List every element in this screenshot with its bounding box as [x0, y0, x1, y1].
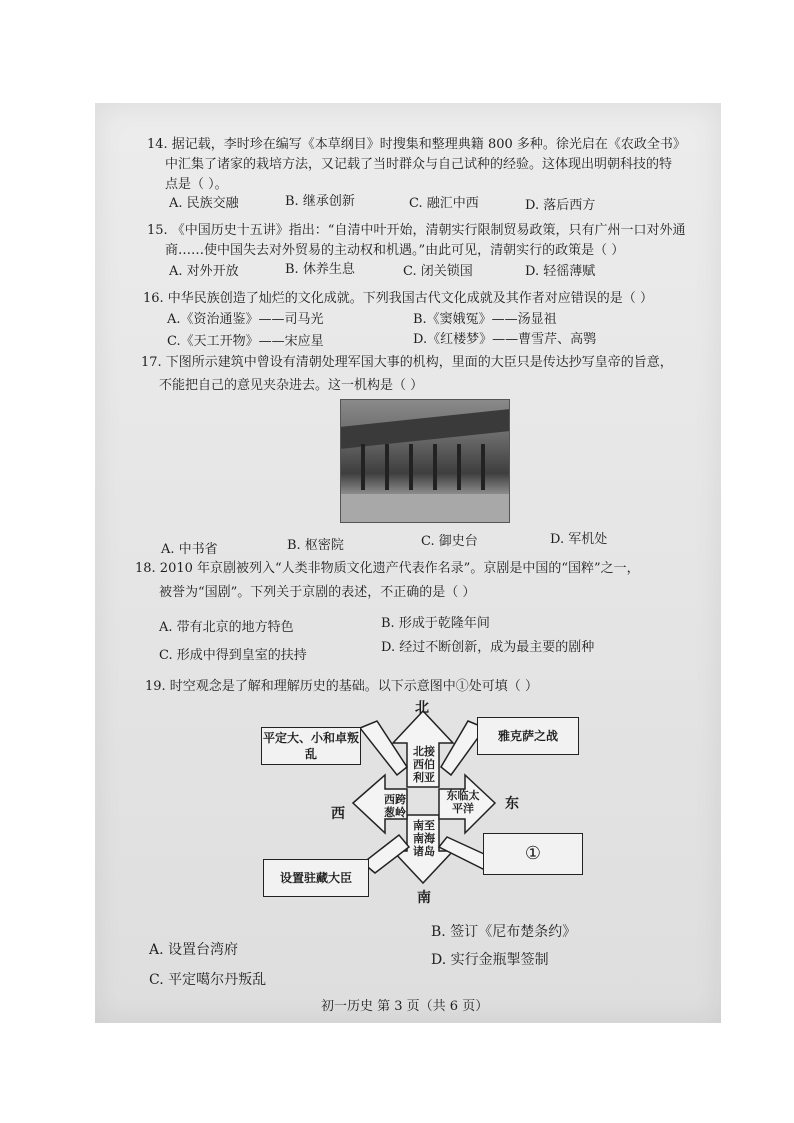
q16-stem: 16. 中华民族创造了灿烂的文化成就。下列我国古代文化成就及其作者对应错误的是（ ） [143, 291, 653, 306]
q17-stem-line2: 不能把自己的意见夹杂进去。这一机构是（ ） [159, 378, 424, 393]
box-quell-dahe-xiaohe-rebellion: 平定大、小和卓叛乱 [261, 727, 361, 765]
q17-option-b[interactable]: B. 枢密院 [287, 538, 344, 553]
q19-option-b[interactable]: B. 签订《尼布楚条约》 [431, 924, 577, 940]
q18-option-a[interactable]: A. 带有北京的地方特色 [159, 620, 294, 635]
q14-stem-line3: 点是（ ）。 [165, 177, 228, 192]
box-blank-1: ① [483, 833, 583, 875]
q15-option-b[interactable]: B. 休养生息 [285, 262, 355, 277]
arrow-label-south: 南至南海诸岛 [413, 819, 435, 858]
q14-stem-line2: 中汇集了诸家的栽培方法，又记载了当时群众与自己试种的经验。这体现出明朝科技的特 [165, 157, 673, 172]
q15-option-c[interactable]: C. 闭关锁国 [403, 264, 473, 279]
q14-option-b[interactable]: B. 继承创新 [285, 194, 355, 209]
box-resident-minister-tibet: 设置驻藏大臣 [263, 859, 369, 897]
arrow-label-north: 北接西伯利亚 [413, 745, 435, 784]
q14-stem-line1: 14. 据记载，李时珍在编写《本草纲目》时搜集和整理典籍 800 多种。徐光启在《农政全书》 [147, 137, 686, 152]
direction-north: 北 [415, 700, 429, 716]
direction-west: 西 [331, 806, 345, 822]
q16-option-a[interactable]: A.《资治通鉴》——司马光 [167, 312, 324, 327]
q19-option-a[interactable]: A. 设置台湾府 [149, 942, 239, 958]
q16-option-c[interactable]: C.《天工开物》——宋应星 [167, 334, 324, 349]
q14-option-a[interactable]: A. 民族交融 [169, 196, 239, 211]
arrow-label-west: 西跨葱岭 [384, 793, 406, 819]
q15-stem-line1: 15. 《中国历史十五讲》指出：“自清中叶开始，清朝实行限制贸易政策，只有广州一口对外通 [147, 223, 686, 238]
q17-option-a[interactable]: A. 中书省 [161, 542, 218, 557]
q17-option-d[interactable]: D. 军机处 [550, 532, 608, 547]
q15-stem-line2: 商……使中国失去对外贸易的主动权和机遇。”由此可见，清朝实行的政策是（ ） [165, 243, 625, 258]
q19-option-d[interactable]: D. 实行金瓶掣签制 [431, 952, 549, 968]
box-battle-of-albazin: 雅克萨之战 [477, 717, 579, 755]
q16-option-b[interactable]: B.《窦娥冤》——汤显祖 [413, 312, 557, 327]
arrow-label-east: 东临太平洋 [446, 789, 480, 815]
q14-option-d[interactable]: D. 落后西方 [525, 198, 596, 213]
q19-diagram-arrows [95, 103, 721, 1023]
exam-page [95, 103, 721, 1023]
q15-option-d[interactable]: D. 轻徭薄赋 [525, 264, 596, 279]
direction-east: 东 [505, 796, 519, 812]
q15-option-a[interactable]: A. 对外开放 [169, 264, 239, 279]
q16-option-d[interactable]: D.《红楼梦》——曹雪芹、高鹗 [413, 332, 597, 347]
q19-stem: 19. 时空观念是了解和理解历史的基础。以下示意图中①处可填（ ） [145, 679, 538, 694]
direction-south: 南 [417, 890, 431, 906]
q18-option-b[interactable]: B. 形成于乾隆年间 [381, 616, 490, 631]
q18-option-d[interactable]: D. 经过不断创新，成为最主要的剧种 [381, 640, 595, 655]
q18-option-c[interactable]: C. 形成中得到皇室的扶持 [159, 648, 307, 663]
q19-option-c[interactable]: C. 平定噶尔丹叛乱 [149, 972, 267, 988]
q17-stem-line1: 17. 下图所示建筑中曾设有清朝处理军国大事的机构，里面的大臣只是传达抄写皇帝的旨意， [141, 355, 673, 370]
page-footer: 初一历史 第 3 页（共 6 页） [321, 999, 489, 1014]
q14-option-c[interactable]: C. 融汇中西 [409, 196, 479, 211]
q17-option-c[interactable]: C. 御史台 [421, 534, 478, 549]
q18-stem-line2: 被誉为“国剧”。下列关于京剧的表述，不正确的是（ ） [159, 585, 476, 600]
q18-stem-line1: 18. 2010 年京剧被列入“人类非物质文化遗产代表作名录”。京剧是中国的“国粹”之一， [135, 561, 640, 576]
